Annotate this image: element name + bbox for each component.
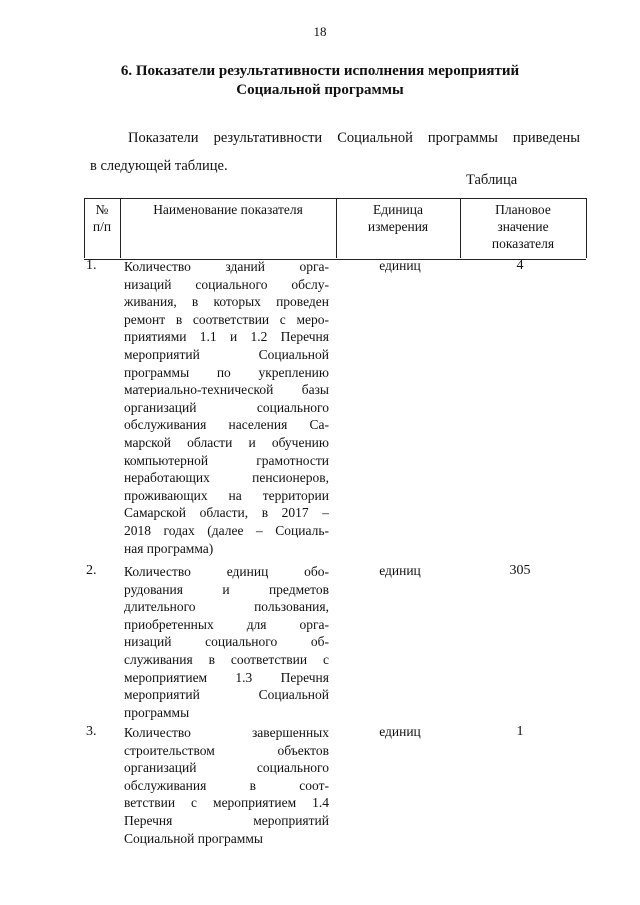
- name-line: приобретенных для орга-: [124, 616, 329, 632]
- name-line: материально-технической базы: [124, 382, 329, 398]
- header-name-line: Наименование показателя: [153, 202, 303, 217]
- section-heading: [60, 62, 580, 100]
- header-unit: [336, 198, 460, 258]
- name-line: 2018 годах (далее – Социаль-: [124, 522, 329, 538]
- intro-paragraph-cont: в следующей таблице.: [90, 158, 228, 174]
- header-value-line: значение: [497, 219, 549, 234]
- header-unit-line: Единица: [372, 202, 423, 217]
- header-num: [84, 198, 120, 258]
- name-line: Количество завершенных: [124, 725, 329, 740]
- header-num-line: п/п: [92, 219, 112, 234]
- row-value: 305: [509, 563, 531, 578]
- header-unit-line: измерения: [367, 219, 429, 234]
- row-indicator-name: [124, 724, 329, 847]
- row-unit: единиц: [379, 258, 421, 273]
- name-line: марской области и обучению: [124, 434, 329, 450]
- name-line: низаций социального об-: [124, 634, 329, 650]
- name-line: строительством объектов: [124, 742, 329, 758]
- header-name: [120, 198, 336, 258]
- row-indicator-name: [124, 563, 329, 721]
- name-line: Самарской области, в 2017 –: [124, 505, 329, 521]
- name-line: мероприятий Социальной: [124, 687, 329, 703]
- name-line: рудования и предметов: [124, 581, 329, 597]
- name-line: мероприятием 1.3 Перечня: [124, 669, 329, 685]
- row-indicator-name: [124, 258, 329, 557]
- name-line: обслуживания в соот-: [124, 777, 329, 793]
- name-line: длительного пользования,: [124, 599, 329, 615]
- name-line: Социальной программы: [124, 830, 263, 846]
- header-num-line: №: [95, 202, 109, 217]
- table-label: Таблица: [466, 172, 518, 188]
- name-line: мероприятий Социальной: [124, 346, 329, 362]
- header-value-line: показателя: [491, 236, 555, 251]
- name-line: живания, в которых проведен: [124, 294, 329, 310]
- name-line: программы по укреплению: [124, 364, 329, 380]
- name-line: ная программа): [124, 540, 214, 556]
- header-vline: [586, 198, 587, 258]
- heading-line-1: 6. Показатели результативности исполнения мероприятий: [120, 63, 520, 79]
- row-value: 4: [516, 258, 524, 273]
- name-line: организаций социального: [124, 399, 329, 415]
- heading-line-2: Социальной программы: [236, 82, 404, 98]
- row-unit: единиц: [379, 724, 421, 739]
- intro-paragraph: Показатели результативности Социальной программы приведены: [128, 130, 580, 146]
- name-line: Количество зданий орга-: [124, 259, 329, 274]
- name-line: проживающих на территории: [124, 487, 329, 503]
- row-value: 1: [516, 724, 524, 739]
- name-line: ремонт в соответствии с меро-: [124, 311, 329, 327]
- name-line: неработающих пенсионеров,: [124, 470, 329, 486]
- name-line: Количество единиц обо-: [124, 564, 329, 579]
- name-line: компьютерной грамотности: [124, 452, 329, 468]
- name-line: приятиями 1.1 и 1.2 Перечня: [124, 329, 329, 345]
- row-number: 1.: [86, 258, 97, 273]
- name-line: служивания в соответствии с: [124, 651, 329, 667]
- name-line: обслуживания населения Са-: [124, 417, 329, 433]
- name-line: Перечня мероприятий: [124, 812, 329, 828]
- row-unit: единиц: [379, 563, 421, 578]
- header-value-line: Плановое: [495, 202, 551, 217]
- row-number: 2.: [86, 563, 97, 578]
- page-number: 18: [313, 24, 327, 39]
- name-line: организаций социального: [124, 760, 329, 776]
- name-line: ветствии с мероприятием 1.4: [124, 795, 329, 811]
- header-value: [460, 198, 586, 258]
- name-line: программы: [124, 704, 190, 720]
- name-line: низаций социального обслу-: [124, 276, 329, 292]
- row-number: 3.: [86, 724, 97, 739]
